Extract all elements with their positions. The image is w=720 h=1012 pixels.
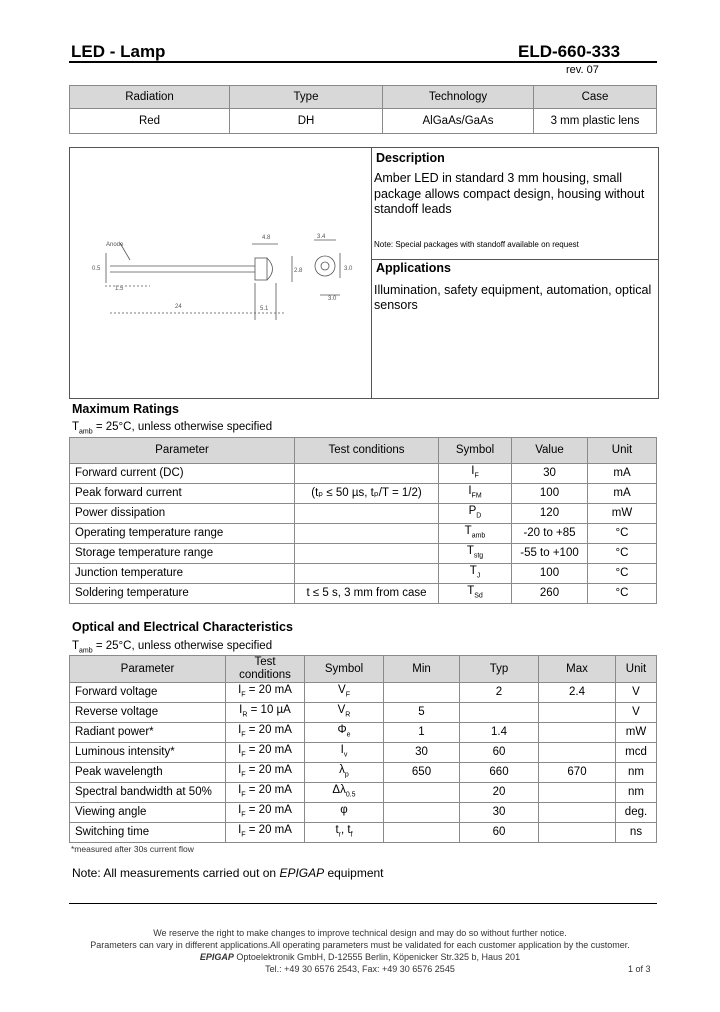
summary-table xyxy=(69,85,657,134)
mr-unit: mW xyxy=(588,504,657,524)
mr-unit: mA xyxy=(588,464,657,484)
mr-header: Unit xyxy=(588,438,657,464)
mr-value: 100 xyxy=(512,484,588,504)
opt-header: Typ xyxy=(460,656,539,683)
opt-header: Max xyxy=(539,656,616,683)
description-text: Amber LED in standard 3 mm housing, small package allows compact design, housing without standoff leads xyxy=(374,171,645,216)
opt-row xyxy=(70,783,657,803)
opt-unit: nm xyxy=(616,763,657,783)
opt-typ: 660 xyxy=(460,763,539,783)
mr-param: Soldering temperature xyxy=(70,584,295,604)
opt-max xyxy=(539,783,616,803)
opt-header: Symbol xyxy=(305,656,384,683)
opt-param: Switching time xyxy=(70,823,226,843)
opt-symbol: $\Phi_e$ xyxy=(305,723,384,743)
opt-min xyxy=(384,783,460,803)
opt-param: Luminous intensity* xyxy=(70,743,226,763)
opt-max xyxy=(539,703,616,723)
mr-symbol: $T_{Sd}$ xyxy=(439,584,512,604)
opt-param: Peak wavelength xyxy=(70,763,226,783)
dim-label: 2.8 xyxy=(294,268,303,274)
led-dimension-drawing xyxy=(70,148,370,398)
opt-unit: V xyxy=(616,683,657,703)
mr-cond: t ≤ 5 s, 3 mm from case xyxy=(295,584,439,604)
summary-cell: AlGaAs/GaAs xyxy=(383,109,534,134)
opt-row xyxy=(70,763,657,783)
summary-header: Technology xyxy=(383,86,534,109)
mr-row xyxy=(70,504,657,524)
footer-rule xyxy=(69,903,657,904)
mr-header: Symbol xyxy=(439,438,512,464)
opt-min: 5 xyxy=(384,703,460,723)
mr-header: Test conditions xyxy=(295,438,439,464)
opt-header: Min xyxy=(384,656,460,683)
mr-row xyxy=(70,464,657,484)
opt-typ: 30 xyxy=(460,803,539,823)
mr-value: 120 xyxy=(512,504,588,524)
dim-label: 3.0 xyxy=(344,266,353,272)
summary-cell: DH xyxy=(230,109,383,134)
mr-param: Peak forward current xyxy=(70,484,295,504)
description-note: Note: Special packages with standoff available on request xyxy=(374,239,579,249)
max-ratings-condition: $T_{amb} = 25^\circ C$, unless otherwise specified xyxy=(72,421,273,436)
mr-unit: °C xyxy=(588,524,657,544)
mr-cond xyxy=(295,564,439,584)
opt-unit: ns xyxy=(616,823,657,843)
measurement-note: Note: All measurements carried out on EPIGAP equipment xyxy=(72,866,384,880)
opt-symbol: $I_v$ xyxy=(305,743,384,763)
optical-footnote: *measured after 30s current flow xyxy=(71,844,194,854)
description-heading: Description xyxy=(376,151,445,165)
opt-cond: $I_F = 20$ mA xyxy=(226,743,305,763)
mr-unit: °C xyxy=(588,584,657,604)
dim-label: 3.4 xyxy=(317,234,326,240)
header-rule xyxy=(69,61,657,63)
opt-row xyxy=(70,823,657,843)
dim-label: 5.1 xyxy=(260,306,269,312)
opt-symbol: $V_R$ xyxy=(305,703,384,723)
mr-unit: mA xyxy=(588,484,657,504)
opt-typ: 20 xyxy=(460,783,539,803)
opt-max xyxy=(539,743,616,763)
mr-param: Forward current (DC) xyxy=(70,464,295,484)
dim-label: 3.0 xyxy=(328,296,337,302)
mr-cond xyxy=(295,504,439,524)
opt-unit: V xyxy=(616,703,657,723)
opt-param: Forward voltage xyxy=(70,683,226,703)
mr-value: 30 xyxy=(512,464,588,484)
mr-row xyxy=(70,544,657,564)
mr-row xyxy=(70,484,657,504)
mr-cond xyxy=(295,524,439,544)
opt-cond: $I_F = 20$ mA xyxy=(226,763,305,783)
max-ratings-table xyxy=(69,437,657,604)
document-title: LED - Lamp xyxy=(71,42,166,61)
footer-line-3: EPIGAP Optoelektronik GmbH, D-12555 Berlin, Köpenicker Str.325 b, Haus 201 xyxy=(199,952,521,962)
summary-header: Type xyxy=(230,86,383,109)
opt-cond: $I_F = 20$ mA xyxy=(226,783,305,803)
applications-heading: Applications xyxy=(376,260,452,275)
opt-min: 650 xyxy=(384,763,460,783)
mr-row xyxy=(70,564,657,584)
optical-table xyxy=(69,655,657,843)
opt-cond: $I_F = 20$ mA xyxy=(226,803,305,823)
opt-max xyxy=(539,723,616,743)
opt-unit: mW xyxy=(616,723,657,743)
anode-label: Anode xyxy=(106,242,124,248)
opt-cond: $I_F = 20$ mA xyxy=(226,683,305,703)
opt-cond: $I_F = 20$ mA xyxy=(226,723,305,743)
mr-param: Junction temperature xyxy=(70,564,295,584)
page-number: 1 of 3 xyxy=(628,964,651,974)
opt-row xyxy=(70,703,657,723)
opt-unit: mcd xyxy=(616,743,657,763)
mr-row xyxy=(70,524,657,544)
mr-unit: °C xyxy=(588,564,657,584)
mr-param: Storage temperature range xyxy=(70,544,295,564)
mr-symbol: $T_{amb}$ xyxy=(439,524,512,544)
revision: rev. 07 xyxy=(566,64,599,76)
summary-cell: Red xyxy=(70,109,230,134)
footer-line-1: We reserve the right to make changes to improve technical design and may do so without further notice. xyxy=(153,928,567,938)
opt-cond: $I_F = 20$ mA xyxy=(226,823,305,843)
footer-line-2: Parameters can vary in different applications.All operating parameters must be validated for each customer application by the customer. xyxy=(90,940,630,950)
max-ratings-title: Maximum Ratings xyxy=(72,402,179,416)
mr-param: Power dissipation xyxy=(70,504,295,524)
mr-symbol: $I_F$ xyxy=(439,464,512,484)
opt-header: Parameter xyxy=(70,656,226,683)
optical-condition: $T_{amb} = 25^\circ C$, unless otherwise specified xyxy=(72,640,273,655)
opt-min xyxy=(384,683,460,703)
dim-label: 4.8 xyxy=(262,235,271,241)
opt-typ: 1.4 xyxy=(460,723,539,743)
opt-row xyxy=(70,723,657,743)
optical-title: Optical and Electrical Characteristics xyxy=(72,620,293,634)
footer-line-4: Tel.: +49 30 6576 2543, Fax: +49 30 6576 2545 xyxy=(265,964,455,974)
opt-typ: 60 xyxy=(460,823,539,843)
mr-value: -55 to +100 xyxy=(512,544,588,564)
opt-typ: 2 xyxy=(460,683,539,703)
mr-header: Value xyxy=(512,438,588,464)
dim-label: 24 xyxy=(175,304,182,310)
opt-symbol: $\lambda_p$ xyxy=(305,763,384,783)
part-number: ELD-660-333 xyxy=(518,42,621,61)
opt-cond: $I_R = 10$ µA xyxy=(226,703,305,723)
mr-param: Operating temperature range xyxy=(70,524,295,544)
mr-value: -20 to +85 xyxy=(512,524,588,544)
opt-typ: 60 xyxy=(460,743,539,763)
opt-unit: deg. xyxy=(616,803,657,823)
mr-value: 260 xyxy=(512,584,588,604)
opt-param: Spectral bandwidth at 50% xyxy=(70,783,226,803)
opt-min xyxy=(384,803,460,823)
mr-row xyxy=(70,584,657,604)
mr-symbol: $T_{stg}$ xyxy=(439,544,512,564)
opt-min: 1 xyxy=(384,723,460,743)
description-box xyxy=(69,147,659,399)
opt-header: Unit xyxy=(616,656,657,683)
opt-min: 30 xyxy=(384,743,460,763)
summary-header: Radiation xyxy=(70,86,230,109)
mr-symbol: $I_{FM}$ xyxy=(439,484,512,504)
mr-value: 100 xyxy=(512,564,588,584)
opt-header: Test conditions xyxy=(226,656,305,683)
mr-header: Parameter xyxy=(70,438,295,464)
description-column xyxy=(371,148,658,398)
mr-symbol: $P_D$ xyxy=(439,504,512,524)
applications-text: Illumination, safety equipment, automation, optical sensors xyxy=(374,282,652,312)
opt-symbol: $V_F$ xyxy=(305,683,384,703)
opt-symbol: $t_r$, $t_f$ xyxy=(305,823,384,843)
mr-symbol: $T_J$ xyxy=(439,564,512,584)
mr-cond xyxy=(295,544,439,564)
opt-row xyxy=(70,683,657,703)
mr-cond xyxy=(295,464,439,484)
opt-symbol: $\Delta\lambda_{0.5}$ xyxy=(305,783,384,803)
opt-max xyxy=(539,803,616,823)
opt-max: 2.4 xyxy=(539,683,616,703)
opt-param: Viewing angle xyxy=(70,803,226,823)
opt-typ xyxy=(460,703,539,723)
mr-cond: (tₚ ≤ 50 µs, tₚ/T = 1/2) xyxy=(295,484,439,504)
summary-cell: 3 mm plastic lens xyxy=(534,109,657,134)
dim-label: 1.5 xyxy=(115,286,124,292)
opt-max: 670 xyxy=(539,763,616,783)
opt-param: Reverse voltage xyxy=(70,703,226,723)
summary-header: Case xyxy=(534,86,657,109)
mr-unit: °C xyxy=(588,544,657,564)
opt-max xyxy=(539,823,616,843)
opt-symbol: φ xyxy=(305,803,384,823)
opt-row xyxy=(70,803,657,823)
opt-param: Radiant power* xyxy=(70,723,226,743)
opt-unit: nm xyxy=(616,783,657,803)
opt-min xyxy=(384,823,460,843)
opt-row xyxy=(70,743,657,763)
dim-label: 0.5 xyxy=(92,266,101,272)
